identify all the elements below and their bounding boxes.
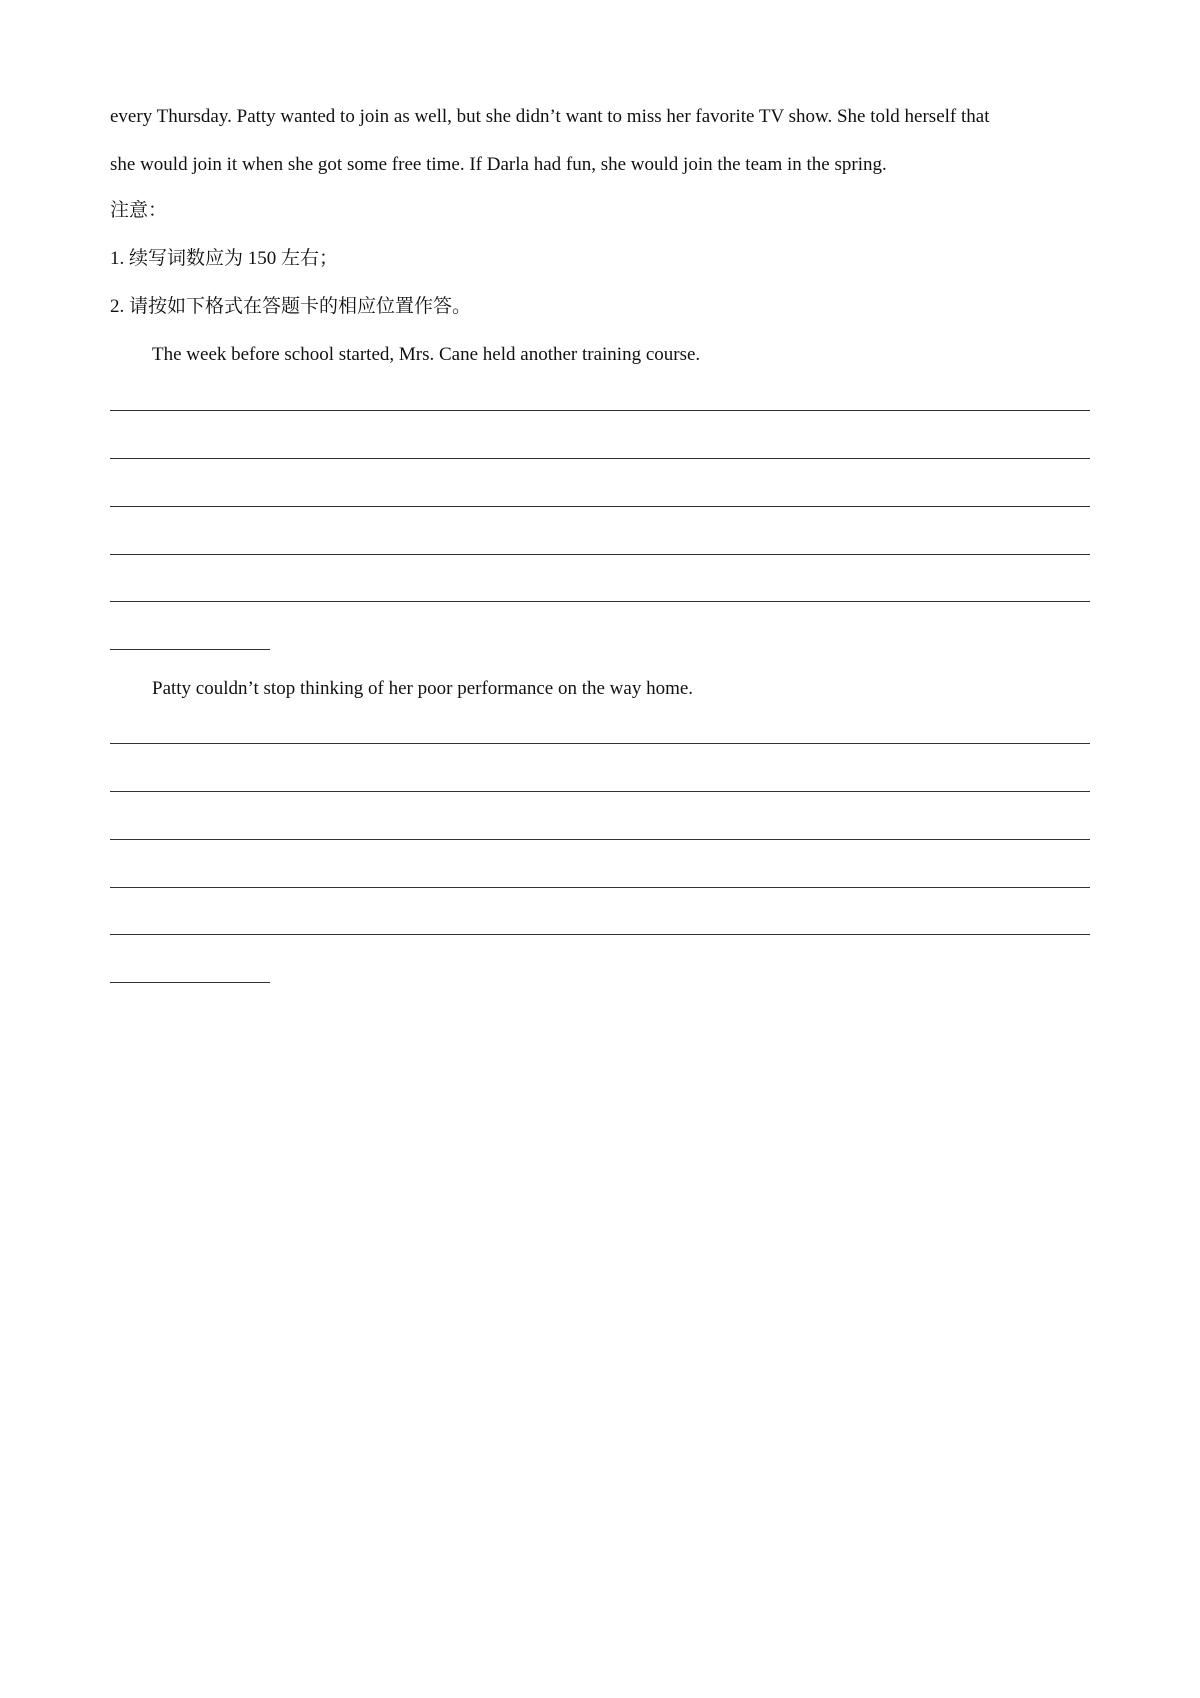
story-line-2: she would join it when she got some free time. If Darla had fun, she would join the team in the spring. <box>110 154 887 175</box>
paragraph-1-opening: The week before school started, Mrs. Cane held another training course. <box>152 344 701 365</box>
answer-line-short <box>110 649 270 650</box>
answer-line <box>110 839 1090 840</box>
answer-line <box>110 506 1090 507</box>
answer-line <box>110 458 1090 459</box>
answer-line <box>110 791 1090 792</box>
note-item-2: 2. 请按如下格式在答题卡的相应位置作答。 <box>110 296 472 317</box>
answer-line <box>110 410 1090 411</box>
answer-line <box>110 934 1090 935</box>
answer-line <box>110 743 1090 744</box>
answer-line-short <box>110 982 270 983</box>
notes-heading: 注意： <box>110 200 168 221</box>
paragraph-2-opening: Patty couldn’t stop thinking of her poor performance on the way home. <box>152 678 694 699</box>
note-item-1: 1. 续写词数应为 150 左右； <box>110 248 339 269</box>
story-line-1: every Thursday. Patty wanted to join as well, but she didn’t want to miss her favorite TV show. She told herself that <box>110 106 990 127</box>
answer-line <box>110 887 1090 888</box>
answer-line <box>110 554 1090 555</box>
answer-line <box>110 601 1090 602</box>
